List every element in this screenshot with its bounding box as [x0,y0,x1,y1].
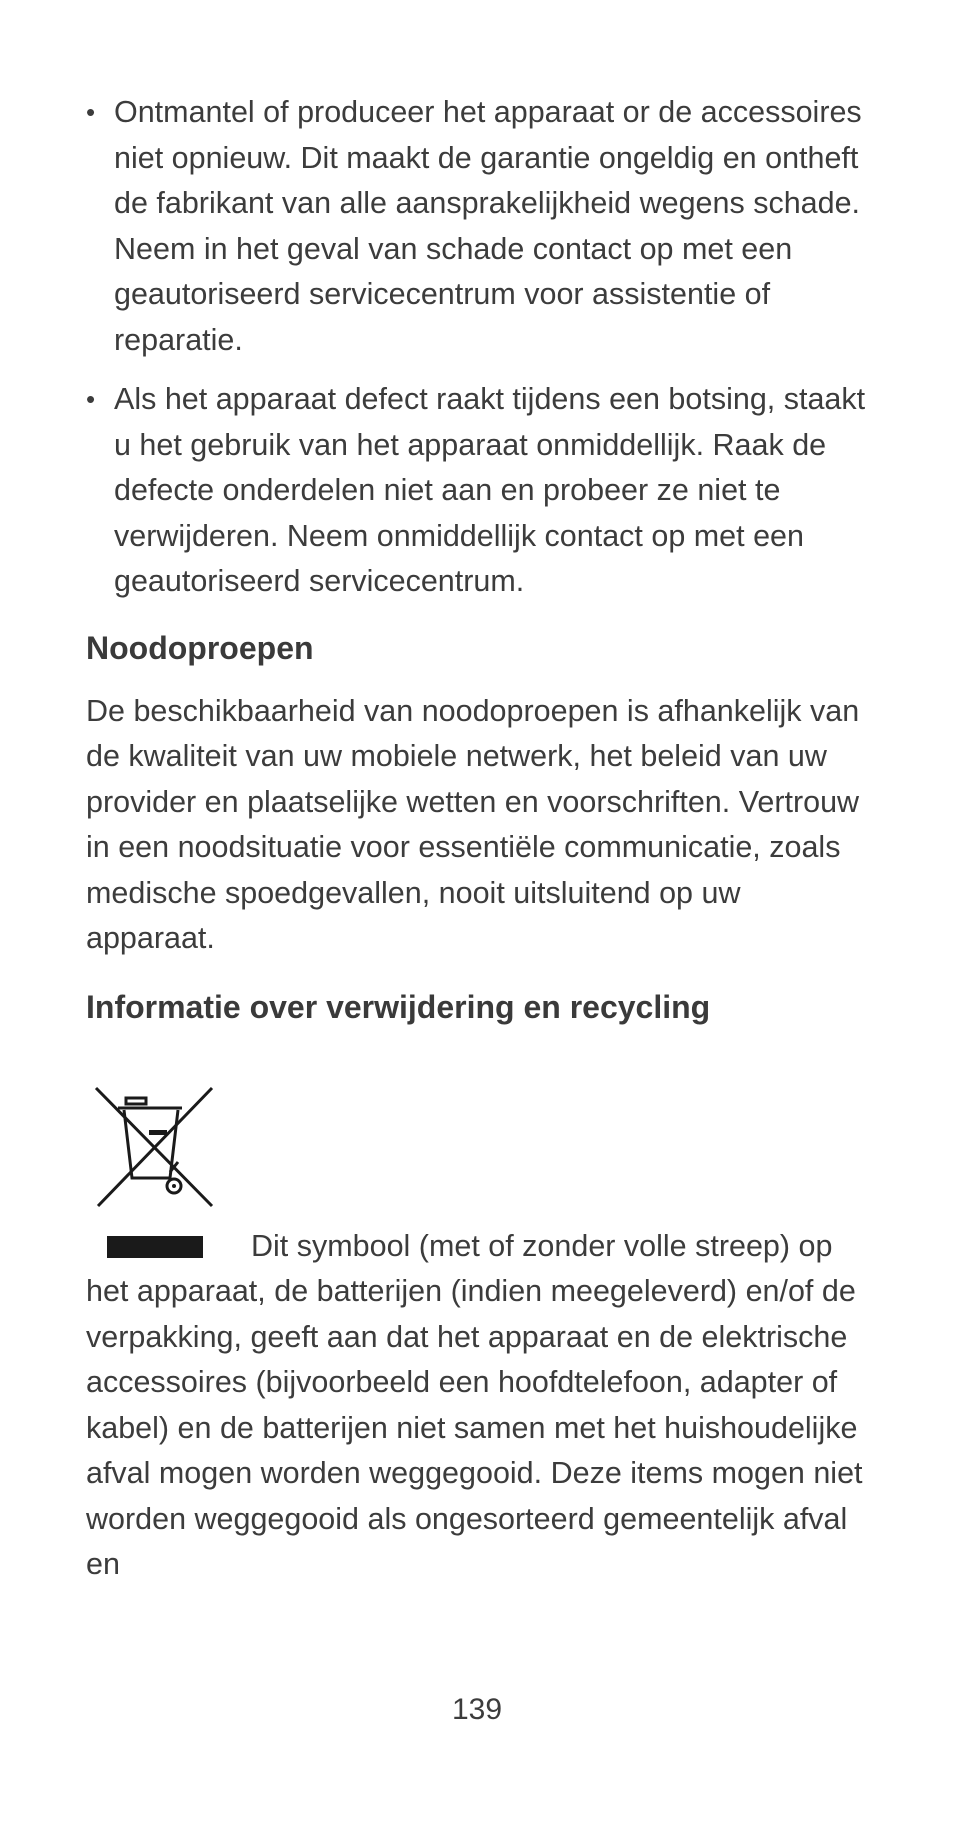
crossed-out-wheelie-bin-icon [94,1086,214,1210]
section-heading-emergency: Noodoproepen [86,629,314,666]
list-item [86,377,876,605]
bullet-text: Ontmantel of produceer het apparaat or de accessoires niet opnieuw. Dit maakt de garantie ongeldig en ontheft de fabrikant van alle aansprakelijkheid wegens schade. Neem in het geval van schade contact op met een geautoriseerd servicecentrum voor assistentie of reparatie. [114,95,862,357]
solid-bar-icon [107,1236,203,1258]
bullet-icon: • [86,97,96,127]
page-number: 139 [451,1693,503,1726]
section-heading-recycling: Informatie over verwijdering en recycling [86,988,711,1025]
bullet-text: Als het apparaat defect raakt tijdens een botsing, staakt u het gebruik van het apparaat onmiddellijk. Raak de defecte onderdelen niet aan en probeer ze niet te verwijderen. Neem onmiddellijk contact op met een geautoriseerd servicecentrum. [114,382,866,598]
list-item [86,90,876,363]
document-page [86,90,876,1588]
section-body-recycling: Dit symbool (met of zonder volle streep) op het apparaat, de batterijen (indien meegeleverd) en/of de verpakking, geeft aan dat het apparaat en de elektrische accessoires (bijvoorbeeld een hoofdtelefoon, adapter of kabel) en de batterijen niet samen met het huishoudelijke afval mogen worden weggegooid. Deze items mogen niet worden weggegooid als ongesorteerd gemeentelijk afval en [86,1228,863,1581]
recycling-symbol-block [86,1086,876,1270]
bullet-icon: • [86,384,96,414]
bullet-list [86,90,876,605]
section-body-emergency: De beschikbaarheid van noodoproepen is afhankelijk van de kwaliteit van uw mobiele netwerk, het beleid van uw provider en plaatselijke wetten en voorschriften. Vertrouw in een noodsituatie voor essentiële communicatie, zoals medische spoedgevallen, nooit uitsluitend op uw apparaat. [86,693,860,955]
